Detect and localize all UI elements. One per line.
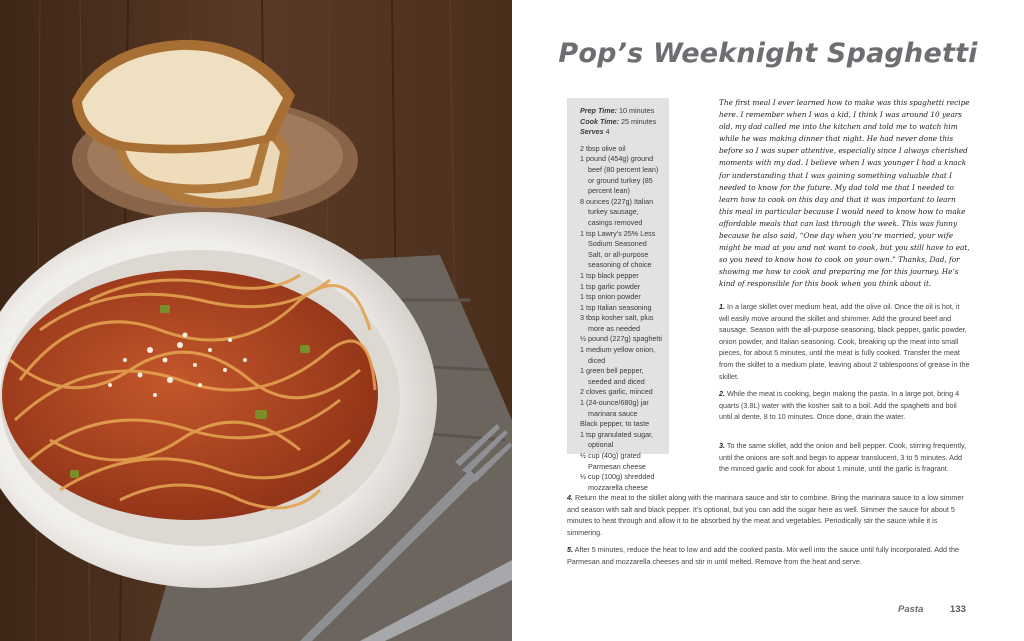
ingredients-sidebar xyxy=(567,98,669,492)
step-text: To the same skillet, add the onion and bell pepper. Cook, stirring frequently, until the onions are soft and begin to appear translucent, 3 to 5 minutes. Add the minced garlic and cook for about 1 minute, until the garlic is fragrant. xyxy=(719,441,967,474)
ingredient-item: 2 cloves garlic, minced xyxy=(580,387,653,397)
step-number: 4. xyxy=(567,493,573,502)
prep-time xyxy=(580,106,663,117)
ingredient-item: 1 tsp black pepper xyxy=(580,270,639,280)
ingredient-item: ½ cup (100g) shredded mozzarella cheese xyxy=(580,472,655,492)
step-text: While the meat is cooking, begin making the pasta. In a large pot, bring 4 quarts (3.8L) water with the kosher salt to a boil. Add the spaghetti and boil until al dente, 8 to 10 minutes. Once done, drain the water. xyxy=(719,389,960,422)
page-number: 133 xyxy=(950,604,966,615)
step-number: 2. xyxy=(719,389,725,398)
ingredient-item: 1 pound (454g) ground beef (80 percent lean) or ground turkey (85 percent lean) xyxy=(580,154,659,196)
step-1 xyxy=(719,301,971,382)
cook-time-label: Cook Time: xyxy=(580,116,620,126)
ingredient-item: ½ cup (40g) grated Parmesan cheese xyxy=(580,451,646,471)
ingredient-item: 3 tbsp kosher salt, plus more as needed xyxy=(580,313,654,333)
step-text: Return the meat to the skillet along with the marinara sauce and stir to combine. Bring the marinara sauce to a low simmer and season with salt and black pepper. It’s optional, but you can add the sugar here as well. Simmer the sauce for about 5 minutes to heat through and allow it to be absorbed by the meat and vegetables. Periodically stir the sauce while it is simmering. xyxy=(567,493,964,537)
ingredient-item: Black pepper, to taste xyxy=(580,419,650,429)
servings-label: Serves xyxy=(580,127,604,137)
ingredient-item: 1 tsp onion powder xyxy=(580,292,641,302)
step-2 xyxy=(719,388,971,423)
section-name: Pasta xyxy=(898,604,924,615)
step-number: 3. xyxy=(719,441,725,450)
ingredient-item: 1 medium yellow onion, diced xyxy=(580,345,656,365)
ingredient-item: 1 (24-ounce/680g) jar marinara sauce xyxy=(580,398,649,418)
ingredient-item: 1 tsp garlic powder xyxy=(580,281,641,291)
step-5 xyxy=(567,544,971,567)
ingredient-item: 8 ounces (227g) Italian turkey sausage, casings removed xyxy=(580,196,654,227)
step-text: After 5 minutes, reduce the heat to low and add the cooked pasta. Mix well into the sauce until fully incorporated. Add the Parmesan and mozzarella cheeses and stir in until melted. Remove from the heat and serve. xyxy=(567,545,959,566)
servings-value: 4 xyxy=(605,127,610,137)
ingredient-item: ½ pound (227g) spaghetti xyxy=(580,334,662,344)
step-number: 5. xyxy=(567,545,573,554)
cook-time xyxy=(580,117,663,128)
step-3 xyxy=(719,440,971,475)
step-number: 1. xyxy=(719,302,725,311)
cook-time-value: 25 minutes xyxy=(621,116,657,126)
prep-time-value: 10 minutes xyxy=(619,106,655,115)
step-text: In a large skillet over medium heat, add the olive oil. Once the oil is hot, it will easily move around the skillet and shimmer. Add the ground beef and sausage. Season with the all-purpose seasoning, black pepper, garlic powder, onion powder, and Italian seasoning. Cook, breaking up the meat into small pieces, for about 5 minutes, until the meat is fully cooked. Transfer the meat from the skillet to a medium plate, leaving about 2 tablespoons of grease in the skillet. xyxy=(719,302,970,381)
step-4 xyxy=(567,492,971,538)
ingredient-item: 1 tsp Italian seasoning xyxy=(580,302,652,312)
ingredient-item: 1 tsp Lawry’s 25% Less Sodium Seasoned Salt, or all-purpose seasoning of choice xyxy=(580,228,656,270)
recipe-title: Pop’s Weeknight Spaghetti xyxy=(558,38,978,69)
spaghetti xyxy=(2,270,378,520)
ingredient-item: 1 green bell pepper, seeded and diced xyxy=(580,366,645,386)
ingredient-item: 2 tbsp olive oil xyxy=(580,143,626,153)
ingredient-item: 1 tsp granulated sugar, optional xyxy=(580,429,654,450)
servings xyxy=(580,127,663,138)
prep-time-label: Prep Time: xyxy=(580,106,618,115)
ingredients-list xyxy=(580,144,663,494)
recipe-intro: The first meal I ever learned how to make was this spaghetti recipe here. I remember when I was a kid, I think I was around 10 years old, my dad called me into the kitchen and told me to watch him while he was making dinner that night. He had never done this before so I was super attentive, especially since I always cherished moments with my dad. I believe when I was younger I had a knack for understanding that I was gaining something valuable that I needed to know for the future. My dad told me that I needed to learn how to cook on this day and that it was important to learn this meal in particular because I would need to know how to make affordable meals that can last through the week. This was funny because he also said, “One day when you’re married, your wife might be mad at you and not want to cook, but you still have to eat, so you need to know how to cook on your own.” Thanks, Dad, for showing me how to cook and preparing me for this journey. He’s kind of responsible for this book when you think about it. xyxy=(719,98,970,289)
